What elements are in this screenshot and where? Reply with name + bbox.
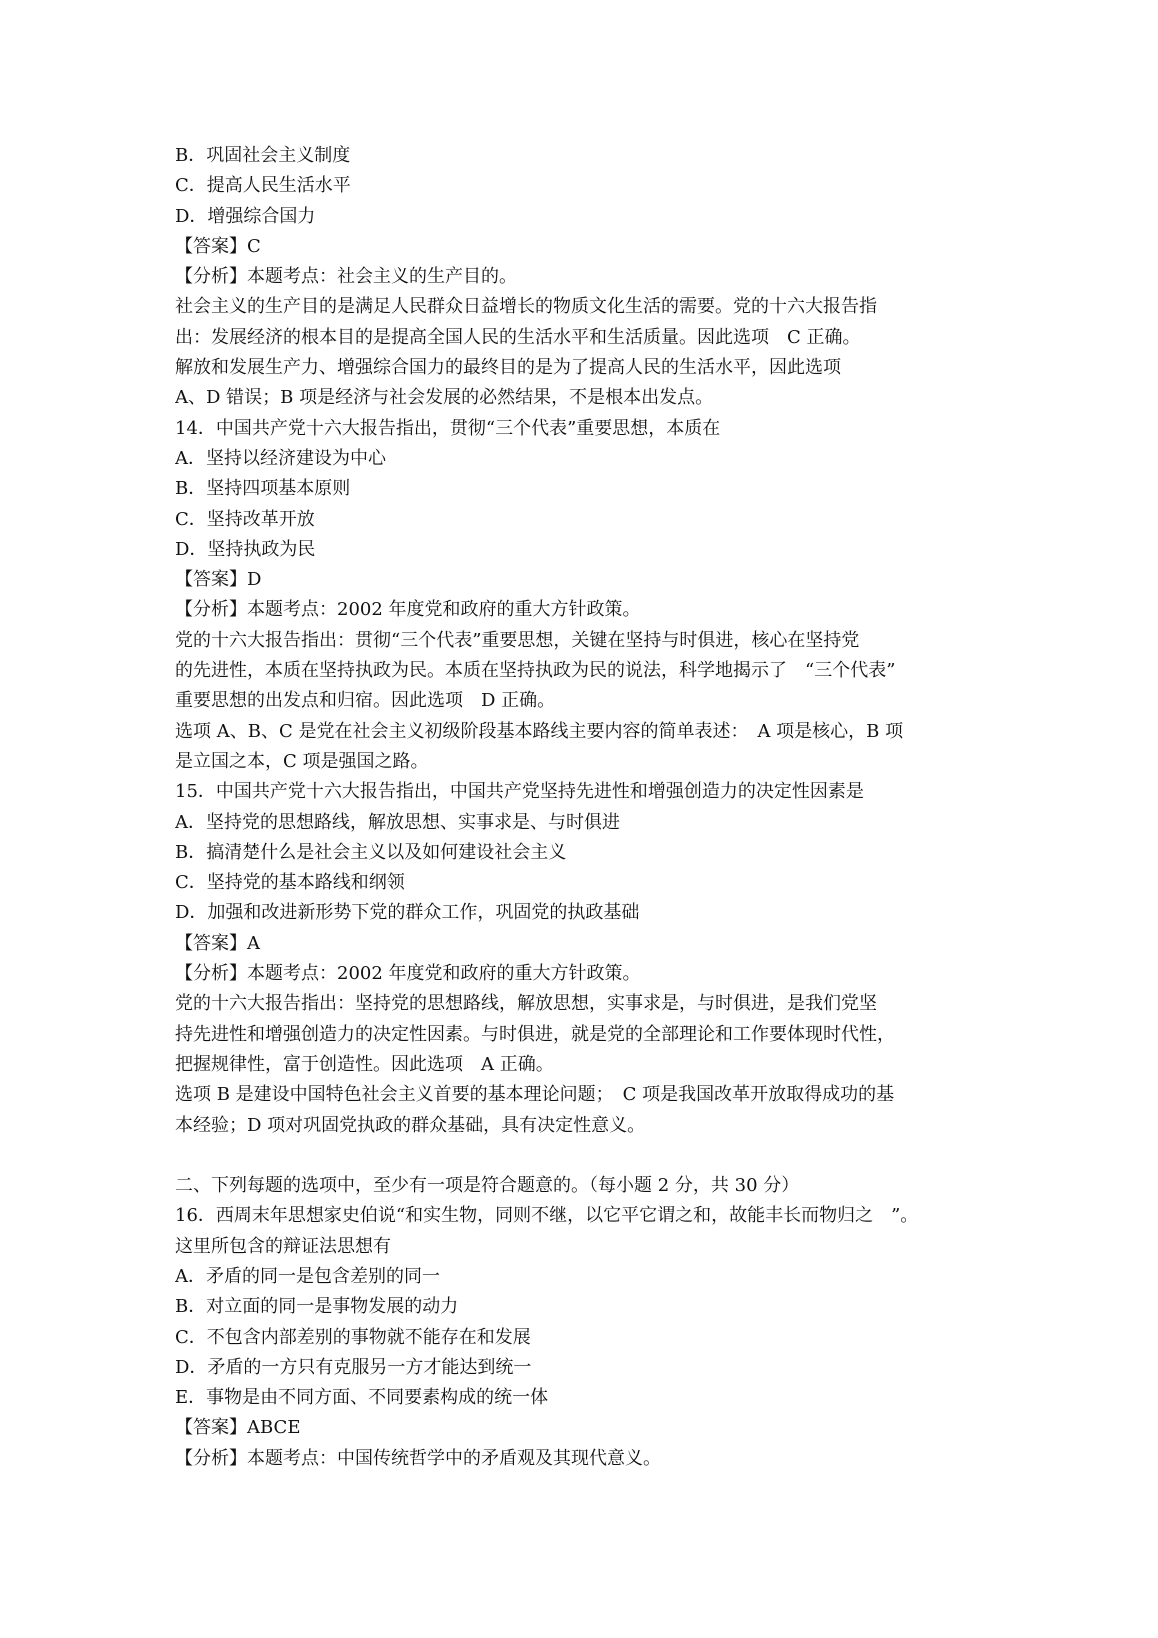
- answer-line: 【答案】C: [175, 235, 261, 257]
- option-b: B．坚持四项基本原则: [175, 478, 351, 500]
- question-15: 15．中国共产党十六大报告指出，中国共产党坚持先进性和增强创造力的决定性因素是: [175, 781, 864, 803]
- option-c: C．坚持改革开放: [175, 508, 315, 530]
- text-line: A、D 错误；B 项是经济与社会发展的必然结果，不是根本出发点。: [175, 387, 714, 409]
- answer-line: 【答案】A: [175, 932, 260, 954]
- option-c: C．坚持党的基本路线和纲领: [175, 872, 405, 894]
- text-line: 解放和发展生产力、增强综合国力的最终目的是为了提高人民的生活水平，因此选项: [175, 357, 841, 379]
- text-line: 本经验；D 项对巩固党执政的群众基础，具有决定性意义。: [175, 1114, 646, 1136]
- text-line: C．提高人民生活水平: [175, 175, 351, 197]
- option-b: B．搞清楚什么是社会主义以及如何建设社会主义: [175, 841, 567, 863]
- option-c: C．不包含内部差别的事物就不能存在和发展: [175, 1326, 531, 1348]
- text-line: 社会主义的生产目的是满足人民群众日益增长的物质文化生活的需要。党的十六大报告指: [175, 296, 877, 318]
- question-16: 16．西周末年思想家史伯说“和实生物，同则不继，以它平它谓之和，故能丰长而物归之 ”。: [175, 1205, 919, 1227]
- option-a: A．坚持党的思想路线，解放思想、实事求是、与时俱进: [175, 811, 620, 833]
- text-line: 的先进性，本质在坚持执政为民。本质在坚持执政为民的说法，科学地揭示了 “三个代表”: [175, 660, 896, 682]
- text-line: 出：发展经济的根本目的是提高全国人民的生活水平和生活质量。因此选项 C 正确。: [175, 326, 861, 348]
- text-line: 把握规律性，富于创造性。因此选项 A 正确。: [175, 1053, 554, 1075]
- answer-line: 【答案】ABCE: [175, 1417, 301, 1439]
- option-d: D．矛盾的一方只有克服另一方才能达到统一: [175, 1356, 532, 1378]
- text-line: 党的十六大报告指出：坚持党的思想路线，解放思想，实事求是，与时俱进，是我们党坚: [175, 993, 877, 1015]
- option-b: B．对立面的同一是事物发展的动力: [175, 1296, 459, 1318]
- text-line: 选项 A、B、C 是党在社会主义初级阶段基本路线主要内容的简单表述： A 项是核心，B 项: [175, 720, 904, 742]
- text-line: B．巩固社会主义制度: [175, 145, 351, 166]
- analysis-line: 【分析】本题考点：中国传统哲学中的矛盾观及其现代意义。: [175, 1447, 661, 1469]
- analysis-line: 【分析】本题考点：社会主义的生产目的。: [175, 266, 517, 288]
- option-e: E．事物是由不同方面、不同要素构成的统一体: [175, 1387, 549, 1409]
- text-line: 重要思想的出发点和归宿。因此选项 D 正确。: [175, 690, 556, 712]
- option-d: D．加强和改进新形势下党的群众工作，巩固党的执政基础: [175, 902, 640, 924]
- answer-line: 【答案】D: [175, 569, 262, 591]
- option-a: A．坚持以经济建设为中心: [175, 447, 386, 469]
- section-gap: [175, 1141, 1015, 1171]
- option-a: A．矛盾的同一是包含差别的同一: [175, 1265, 440, 1287]
- section-heading: 二、下列每题的选项中，至少有一项是符合题意的。（每小题 2 分，共 30 分）: [175, 1175, 800, 1197]
- document-body: [175, 141, 1015, 1474]
- analysis-line: 【分析】本题考点：2002 年度党和政府的重大方针政策。: [175, 599, 641, 621]
- text-line: 党的十六大报告指出：贯彻“三个代表”重要思想，关键在坚持与时俱进，核心在坚持党: [175, 629, 860, 651]
- text-line: 持先进性和增强创造力的决定性因素。与时俱进，就是党的全部理论和工作要体现时代性，: [175, 1023, 895, 1045]
- text-line: D．增强综合国力: [175, 205, 316, 227]
- question-14: 14．中国共产党十六大报告指出，贯彻“三个代表”重要思想，本质在: [175, 417, 721, 439]
- option-d: D．坚持执政为民: [175, 538, 316, 560]
- analysis-line: 【分析】本题考点：2002 年度党和政府的重大方针政策。: [175, 963, 641, 985]
- text-line: 选项 B 是建设中国特色社会主义首要的基本理论问题； C 项是我国改革开放取得成功的基: [175, 1084, 895, 1106]
- text-line: 是立国之本，C 项是强国之路。: [175, 750, 429, 772]
- text-line: 这里所包含的辩证法思想有: [175, 1235, 391, 1257]
